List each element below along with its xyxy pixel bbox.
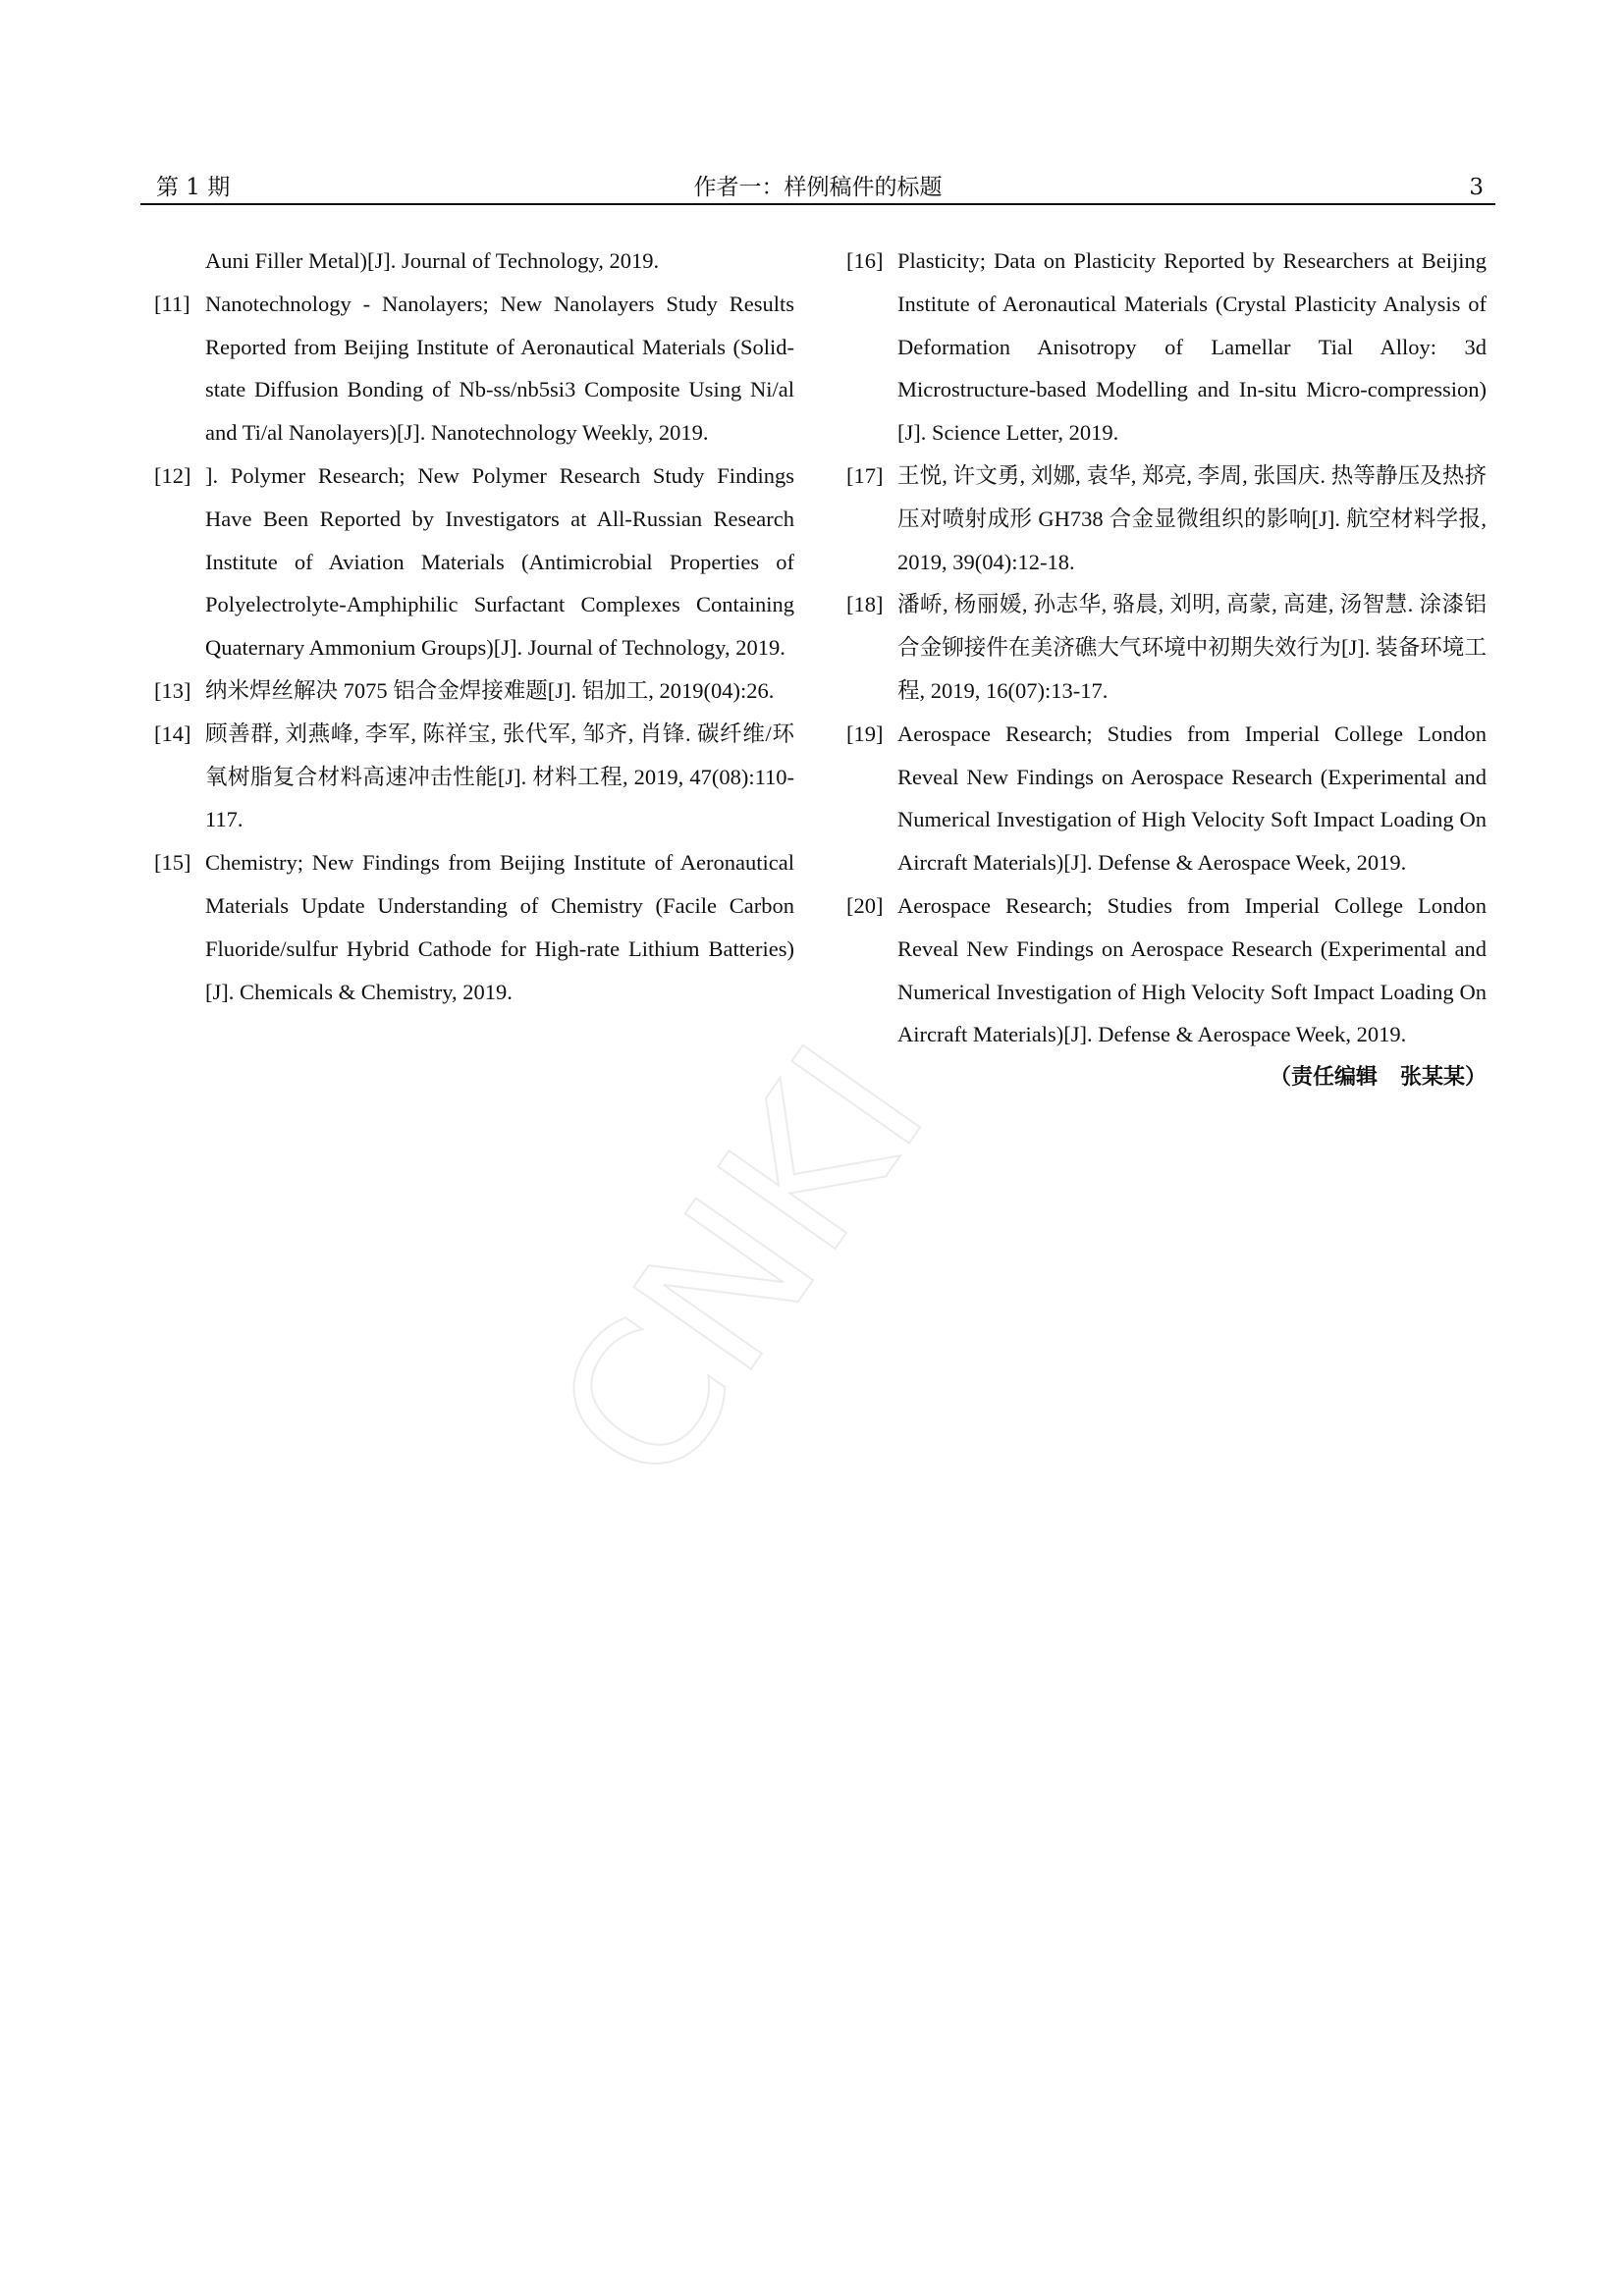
reference-number: [20] xyxy=(846,892,884,918)
reference-text: Chemistry; New Findings from Beijing Institute of Aeronautical Materials Update Understanding of Chemistry (Facile Carbon Fluoride/sulfur Hybrid Cathode for High-rate Lithium Batteries)[J]. Chemicals & Chemistry, 2019. xyxy=(205,850,794,1004)
article-title: 作者一：样例稿件的标题 xyxy=(693,175,943,200)
reference-text: 纳米焊丝解决 7075 铝合金焊接难题[J]. 铝加工, 2019(04):26. xyxy=(205,677,775,703)
references-right-column xyxy=(846,240,1487,1099)
reference-item xyxy=(154,669,794,713)
reference-text: Aerospace Research; Studies from Imperial College London Reveal New Findings on Aerospace Research (Experimental and Numerical Investigation of High Velocity Soft Impact Loading On Aircraft Materials)[J]. Defense & Aerospace Week, 2019. xyxy=(897,721,1487,876)
reference-item xyxy=(154,713,794,841)
reference-number: [12] xyxy=(154,462,191,488)
reference-number: [15] xyxy=(154,850,191,876)
reference-text: Auni Filler Metal)[J]. Journal of Technology, 2019. xyxy=(205,248,660,273)
reference-number: [18] xyxy=(846,592,884,617)
reference-text: Plasticity; Data on Plasticity Reported by Researchers at Beijing Institute of Aeronautical Materials (Crystal Plasticity Analysis of Deformation Anisotropy of Lamellar Tial Alloy: 3d Microstructure-based Modelling and In-situ Micro-compression)[J]. Science Letter, 2019. xyxy=(897,248,1487,446)
issue-label: 第 1 期 xyxy=(156,175,231,200)
reference-item xyxy=(846,454,1487,583)
references-left-column xyxy=(154,240,794,1013)
responsible-editor: （责任编辑 张某某） xyxy=(1270,1065,1487,1091)
reference-number: [14] xyxy=(154,721,191,746)
reference-item xyxy=(846,713,1487,884)
reference-item xyxy=(154,454,794,669)
reference-number: [11] xyxy=(154,291,190,316)
header-rule xyxy=(140,203,1495,205)
reference-item xyxy=(154,841,794,1013)
reference-text: Nanotechnology - Nanolayers; New Nanolayers Study Results Reported from Beijing Institute of Aeronautical Materials (Solid-state Diffusion Bonding of Nb-ss/nb5si3 Composite Using Ni/al and Ti/al Nanolayers)[J]. Nanotechnology Weekly, 2019. xyxy=(205,291,794,446)
reference-text: Aerospace Research; Studies from Imperial College London Reveal New Findings on Aerospace Research (Experimental and Numerical Investigation of High Velocity Soft Impact Loading On Aircraft Materials)[J]. Defense & Aerospace Week, 2019. xyxy=(897,892,1487,1047)
reference-item xyxy=(846,240,1487,454)
reference-item xyxy=(846,583,1487,712)
cnki-watermark xyxy=(481,1001,1031,1551)
reference-text: 潘峤, 杨丽媛, 孙志华, 骆晨, 刘明, 高蒙, 高建, 汤智慧. 涂漆铝合金铆接件在美济礁大气环境中初期失效行为[J]. 装备环境工程, 2019, 16(07):13-17. xyxy=(897,592,1487,703)
reference-number: [16] xyxy=(846,248,884,273)
reference-item xyxy=(154,283,794,454)
watermark-text: CNKI xyxy=(512,1007,970,1524)
page-number: 3 xyxy=(1469,175,1484,200)
reference-text: 王悦, 许文勇, 刘娜, 袁华, 郑亮, 李周, 张国庆. 热等静压及热挤压对喷射成形 GH738 合金显微组织的影响[J]. 航空材料学报, 2019, 39(04):12-18. xyxy=(897,462,1487,574)
reference-text: ]. Polymer Research; New Polymer Research Study Findings Have Been Reported by Investigators at All-Russian Research Institute of Aviation Materials (Antimicrobial Properties of Polyelectrolyte-Amphiphilic Surfactant Complexes Containing Quaternary Ammonium Groups)[J]. Journal of Technology, 2019. xyxy=(205,462,794,661)
reference-item xyxy=(154,240,794,283)
reference-number: [13] xyxy=(154,677,191,703)
reference-number: [19] xyxy=(846,721,884,746)
running-header xyxy=(140,171,1495,204)
reference-number: [17] xyxy=(846,462,884,488)
reference-text: 顾善群, 刘燕峰, 李军, 陈祥宝, 张代军, 邹齐, 肖锋. 碳纤维/环氧树脂复合材料高速冲击性能[J]. 材料工程, 2019, 47(08):110-117. xyxy=(205,721,794,832)
